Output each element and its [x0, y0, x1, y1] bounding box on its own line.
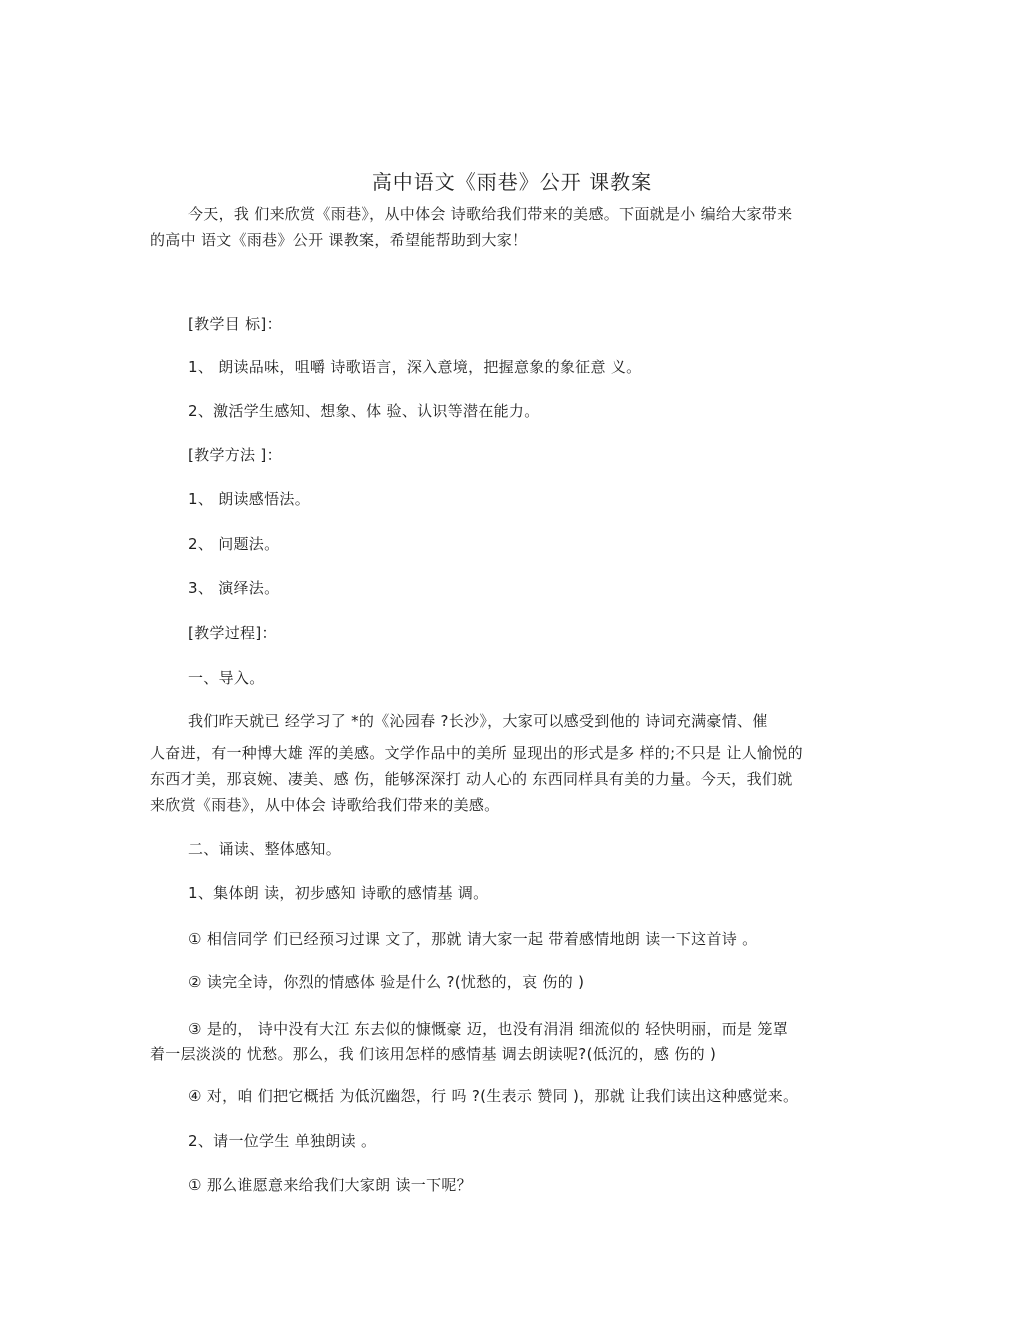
step2-item-1c-line-2: 着一层淡淡的 忧愁。那么，我 们该用怎样的感情基 调去朗读呢?(低沉的，感 伤的 ) — [150, 1045, 717, 1063]
step2-item-1a: ① 相信同学 们已经预习过课 文了，那就 请大家一起 带着感情地朗 读一下这首诗 。 — [188, 930, 758, 948]
method-item-2: 2、 问题法。 — [188, 535, 280, 553]
step2-item-1d: ④ 对，咱 们把它概括 为低沉幽怨，行 吗 ?(生表示 赞同 )，那就 让我们读出这种感觉来。 — [188, 1087, 799, 1105]
step1-line-4: 来欣赏《雨巷》，从中体会 诗歌给我们带来的美感。 — [150, 796, 500, 814]
method-heading: [教学方法 ]： — [188, 446, 282, 464]
step2-item-2a: ① 那么谁愿意来给我们大家朗 读一下呢？ — [188, 1176, 472, 1194]
step1-heading: 一、导入。 — [188, 669, 265, 687]
step2-item-1: 1、集体朗 读，初步感知 诗歌的感情基 调。 — [188, 884, 489, 902]
goal-item-1: 1、 朗读品味，咀嚼 诗歌语言，深入意境，把握意象的象征意 义。 — [188, 358, 642, 376]
step2-item-1b: ② 读完全诗，你烈的情感体 验是什么 ?(忧愁的，哀 伤的 ) — [188, 973, 585, 991]
step1-line-2: 人奋进，有一种博大雄 浑的美感。文学作品中的美所 显现出的形式是多 样的;不只是 让人愉悦的 — [150, 744, 803, 762]
intro-line-2: 的高中 语文《雨巷》公开 课教案，希望能帮助到大家！ — [150, 231, 528, 249]
goal-item-2: 2、激活学生感知、想象、体 验、认识等潜在能力。 — [188, 402, 540, 420]
goal-heading: [教学目 标]： — [188, 315, 282, 333]
step1-line-1: 我们昨天就已 经学习了 *的《沁园春 ?长沙》，大家可以感受到他的 诗词充满豪情、催 — [188, 712, 768, 730]
step2-item-1c-line-1: ③ 是的， 诗中没有大江 东去似的慷慨豪 迈，也没有涓涓 细流似的 轻快明丽，而是 笼罩 — [188, 1020, 789, 1038]
intro-line-1: 今天，我 们来欣赏《雨巷》，从中体会 诗歌给我们带来的美感。下面就是小 编给大家带来 — [188, 205, 793, 223]
step2-heading: 二、诵读、整体感知。 — [188, 840, 342, 858]
process-heading: [教学过程]： — [188, 624, 277, 642]
step1-line-3: 东西才美，那哀婉、凄美、感 伤，能够深深打 动人心的 东西同样具有美的力量。今天，我们就 — [150, 770, 793, 788]
method-item-1: 1、 朗读感悟法。 — [188, 490, 311, 508]
step2-item-2: 2、请一位学生 单独朗读 。 — [188, 1132, 377, 1150]
method-item-3: 3、 演绎法。 — [188, 579, 280, 597]
document-title: 高中语文《雨巷》公开 课教案 — [371, 170, 653, 194]
